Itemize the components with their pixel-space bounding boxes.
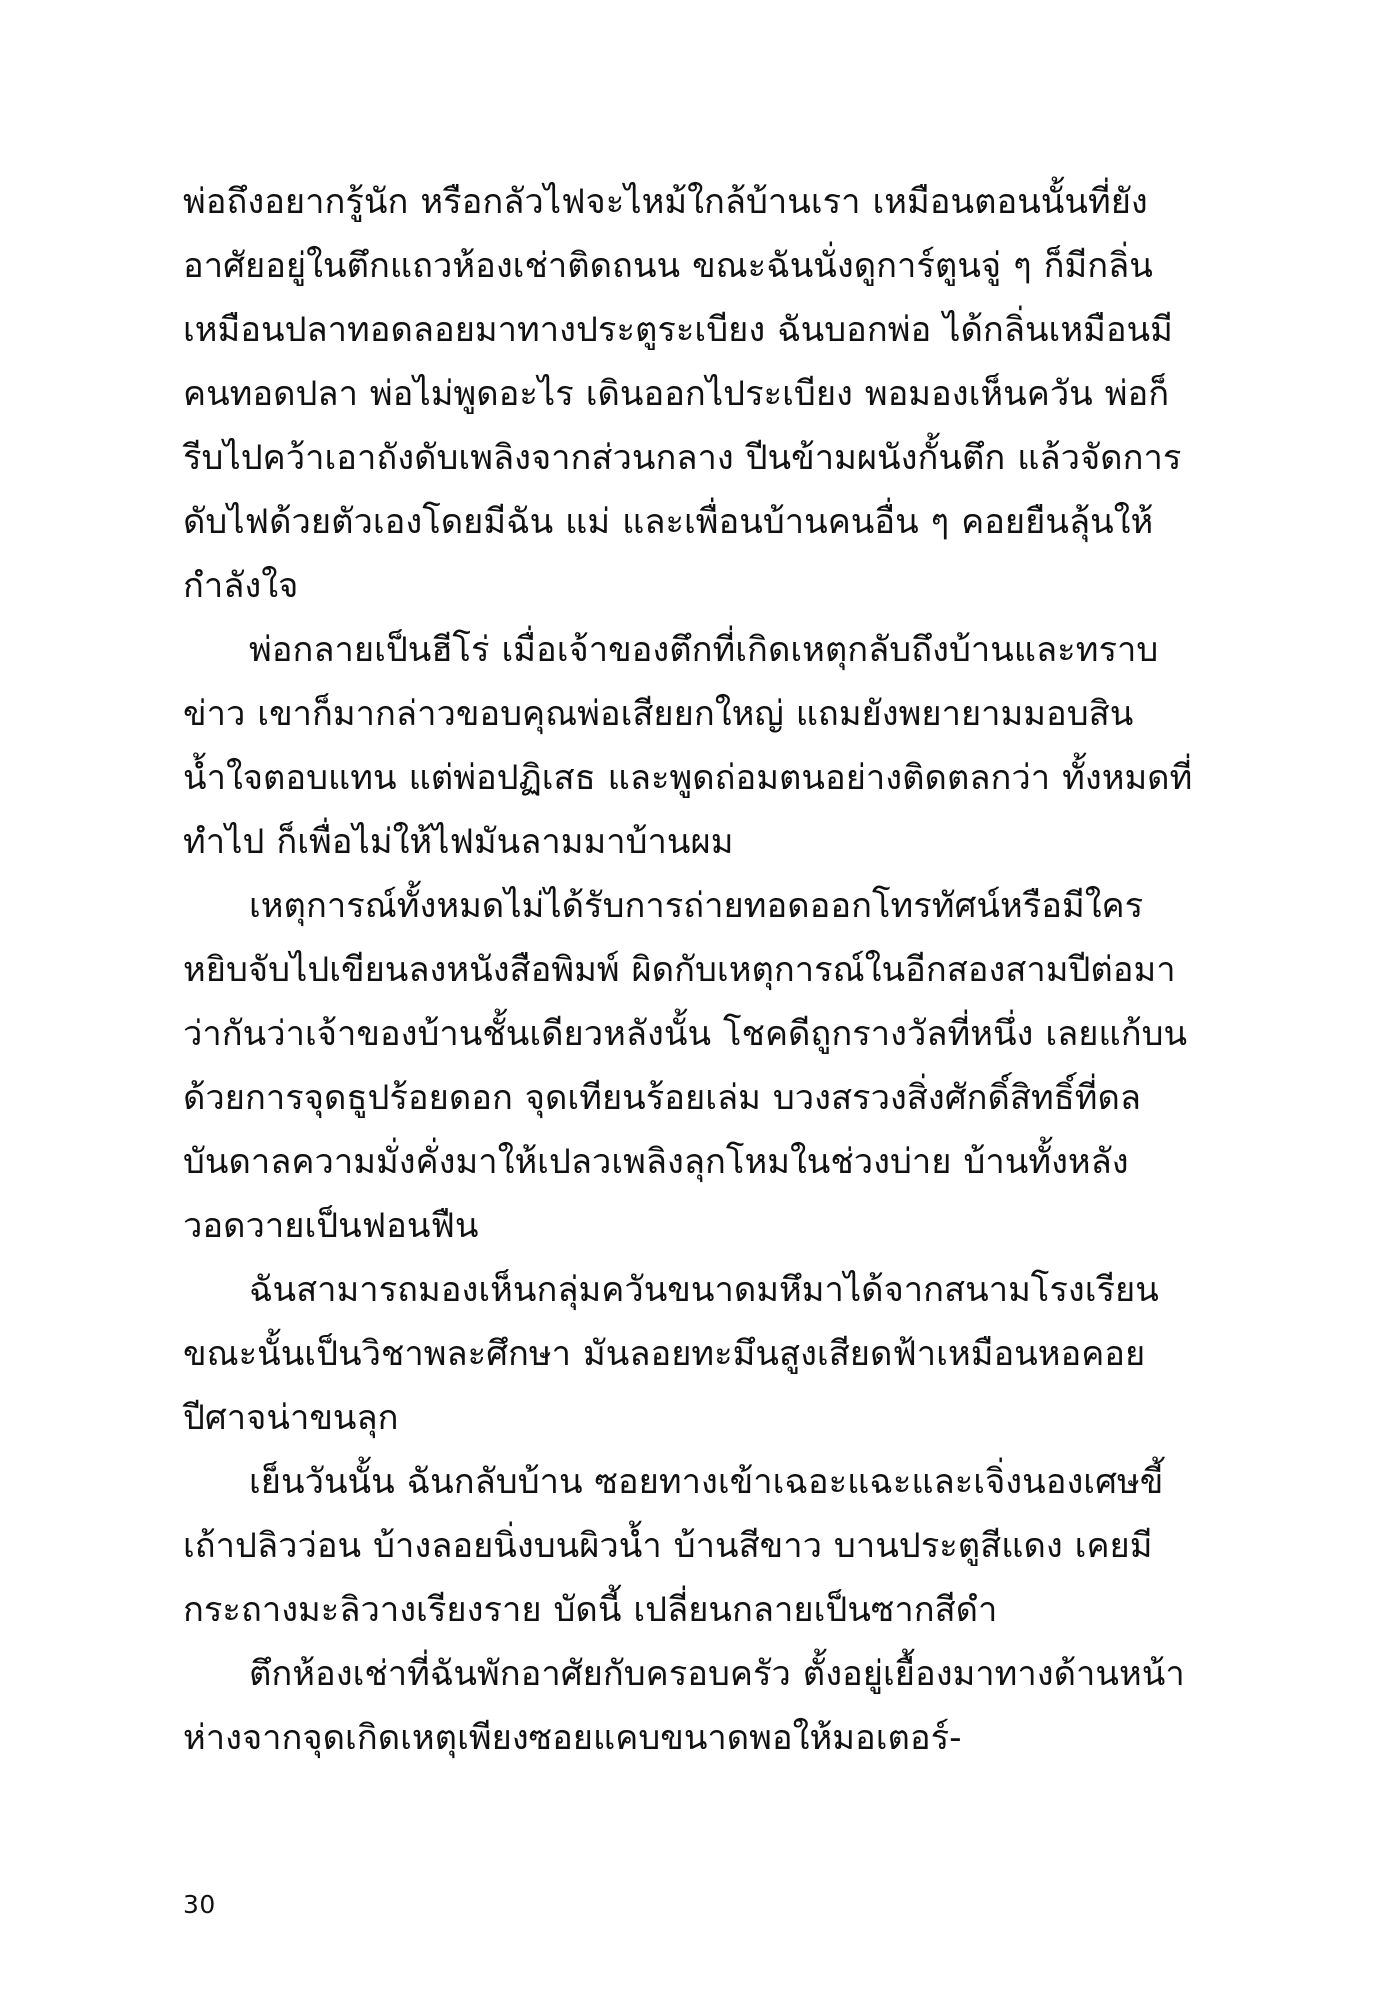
page-number: 30 [183,1890,216,1919]
paragraph: ตึกห้องเช่าที่ฉันพักอาศัยกับครอบครัว ตั้งอยู่เยื้องมาทางด้านหน้า ห่างจากจุดเกิดเหตุเพียงซอยแคบขนาดพอให้มอเตอร์- [183,1654,1185,1758]
page-body-text [183,170,1193,1770]
paragraph: เหตุการณ์ทั้งหมดไม่ได้รับการถ่ายทอดออกโทรทัศน์หรือมีใครหยิบจับไปเขียนลงหนังสือพิมพ์ ผิดกับเหตุการณ์ในอีกสองสามปีต่อมา ว่ากันว่าเจ้าของบ้านชั้นเดียวหลังนั้น โชคดีถูกรางวัลที่หนึ่ง เลยแก้บนด้วยการจุดธูปร้อยดอก จุดเทียนร้อยเล่ม บวงสรวงสิ่งศักดิ์สิทธิ์ที่ดลบันดาลความมั่งคั่งมาให้เปลวเพลิงลุกโหมในช่วงบ่าย บ้านทั้งหลังวอดวายเป็นฟอนฟืน [183,886,1188,1246]
paragraph: พ่อถึงอยากรู้นัก หรือกลัวไฟจะไหม้ใกล้บ้านเรา เหมือนตอนนั้นที่ยังอาศัยอยู่ในตึกแถวห้องเช่าติดถนน ขณะฉันนั่งดูการ์ตูนจู่ ๆ ก็มีกลิ่นเหมือนปลาทอดลอยมาทางประตูระเบียง ฉันบอกพ่อ ได้กลิ่นเหมือนมีคนทอดปลา พ่อไม่พูดอะไร เดินออกไประเบียง พอมองเห็นควัน พ่อก็รีบไปคว้าเอาถังดับเพลิงจากส่วนกลาง ปีนข้ามผนังกั้นตึก แล้วจัดการดับไฟด้วยตัวเองโดยมีฉัน แม่ และเพื่อนบ้านคนอื่น ๆ คอยยืนลุ้นให้กำลังใจ [183,182,1182,606]
paragraph: ฉันสามารถมองเห็นกลุ่มควันขนาดมหึมาได้จากสนามโรงเรียน ขณะนั้นเป็นวิชาพละศึกษา มันลอยทะมึนสูงเสียดฟ้าเหมือนหอคอยปีศาจน่าขนลุก [183,1270,1159,1438]
paragraph: พ่อกลายเป็นฮีโร่ เมื่อเจ้าของตึกที่เกิดเหตุกลับถึงบ้านและทราบข่าว เขาก็มากล่าวขอบคุณพ่อเสียยกใหญ่ แถมยังพยายามมอบสินน้ำใจตอบแทน แต่พ่อปฏิเสธ และพูดถ่อมตนอย่างติดตลกว่า ทั้งหมดที่ทำไป ก็เพื่อไม่ให้ไฟมันลามมาบ้านผม [183,630,1193,862]
paragraph: เย็นวันนั้น ฉันกลับบ้าน ซอยทางเข้าเฉอะแฉะและเจิ่งนองเศษขี้เถ้าปลิวว่อน บ้างลอยนิ่งบนผิวน้ำ บ้านสีขาว บานประตูสีแดง เคยมีกระถางมะลิวางเรียงราย บัดนี้ เปลี่ยนกลายเป็นซากสีดำ [183,1462,1164,1630]
